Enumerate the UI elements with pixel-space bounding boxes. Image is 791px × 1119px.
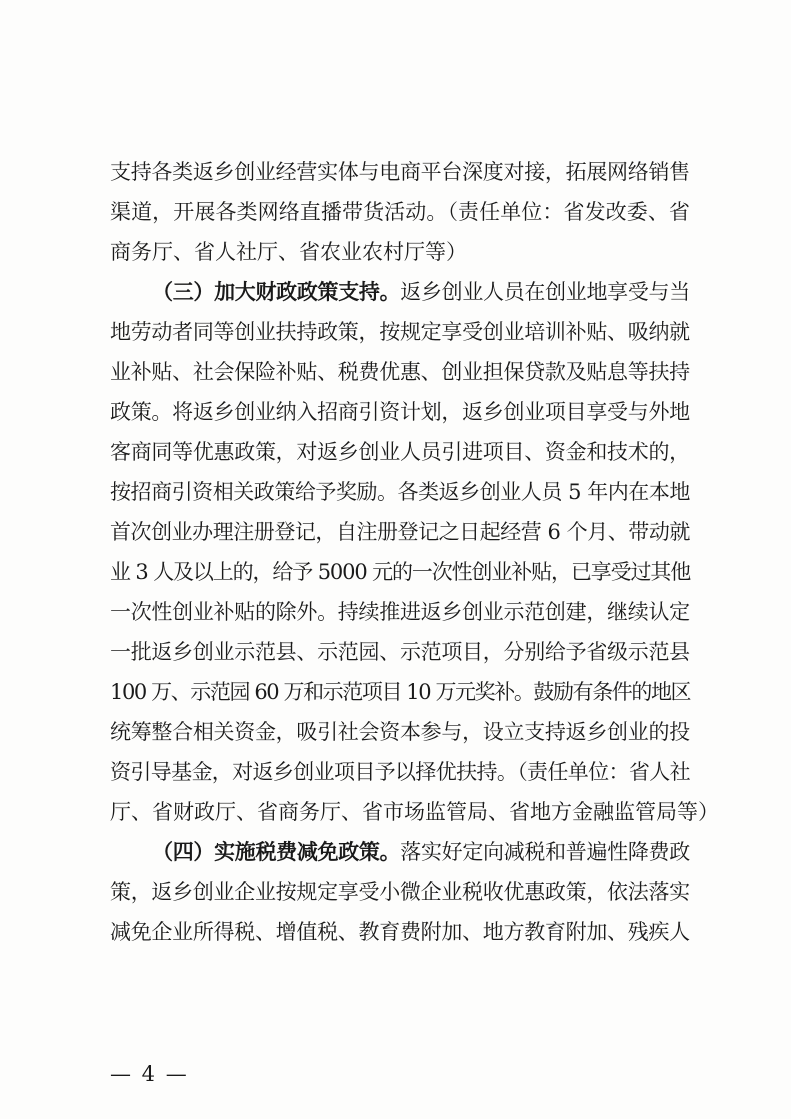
text-line <box>110 792 719 832</box>
body-text <box>110 152 719 952</box>
line-text: 业 3 人及以上的，给予 5000 元的一次性创业补贴，已享受过其他 <box>110 560 691 584</box>
section-heading: （四）实施税费减免政策。 <box>152 840 401 864</box>
paragraph-2-first-line <box>110 272 690 312</box>
paragraph-3-first-line <box>110 832 690 872</box>
text-line <box>110 912 690 952</box>
line-text: 返乡创业人员在创业地享受与当 <box>400 280 690 304</box>
line-text: 政策。将返乡创业纳入招商引资计划，返乡创业项目享受与外地 <box>110 400 690 424</box>
line-text: 厅、省财政厅、省商务厅、省市场监管局、省地方金融监管局等） <box>110 800 719 824</box>
text-line <box>110 432 690 472</box>
text-line <box>110 312 690 352</box>
line-text: 一次性创业补贴的除外。持续推进返乡创业示范创建，继续认定 <box>110 600 690 624</box>
line-text: 资引导基金，对返乡创业项目予以择优扶持。（责任单位：省人社 <box>110 760 690 784</box>
text-line <box>110 712 690 752</box>
line-text: 地劳动者同等创业扶持政策，按规定享受创业培训补贴、吸纳就 <box>110 320 690 344</box>
text-line <box>110 352 690 392</box>
line-text: 策，返乡创业企业按规定享受小微企业税收优惠政策，依法落实 <box>110 880 690 904</box>
text-line <box>110 472 690 512</box>
line-text: 客商同等优惠政策，对返乡创业人员引进项目、资金和技术的， <box>110 440 690 464</box>
line-text: 支持各类返乡创业经营实体与电商平台深度对接，拓展网络销售 <box>110 160 690 184</box>
text-line <box>110 632 690 672</box>
text-line <box>110 592 690 632</box>
line-text: 减免企业所得税、增值税、教育费附加、地方教育附加、残疾人 <box>110 920 690 944</box>
text-line <box>110 392 690 432</box>
text-line <box>110 192 690 232</box>
line-text: 一批返乡创业示范县、示范园、示范项目，分别给予省级示范县 <box>110 640 690 664</box>
line-text: 100 万、示范园 60 万和示范项目 10 万元奖补。鼓励有条件的地区 <box>110 680 691 704</box>
line-text: 统筹整合相关资金，吸引社会资本参与，设立支持返乡创业的投 <box>110 720 690 744</box>
text-line <box>110 152 690 192</box>
line-text: 商务厅、省人社厅、省农业农村厅等） <box>110 240 467 264</box>
line-text: 业补贴、社会保险补贴、税费优惠、创业担保贷款及贴息等扶持 <box>110 360 690 384</box>
line-text: 渠道，开展各类网络直播带货活动。（责任单位：省发改委、省 <box>110 200 691 224</box>
text-line <box>110 672 690 712</box>
text-line <box>110 552 690 592</box>
text-line <box>110 752 690 792</box>
line-text: 落实好定向减税和普遍性降费政 <box>400 840 690 864</box>
line-text: 首次创业办理注册登记，自注册登记之日起经营 6 个月、带动就 <box>110 520 690 544</box>
text-line <box>110 512 690 552</box>
page-number: — 4 — <box>110 1062 189 1086</box>
text-line <box>110 872 690 912</box>
line-text: 按招商引资相关政策给予奖励。各类返乡创业人员 5 年内在本地 <box>110 480 690 504</box>
section-heading: （三）加大财政政策支持。 <box>152 280 401 304</box>
text-line <box>110 232 690 272</box>
